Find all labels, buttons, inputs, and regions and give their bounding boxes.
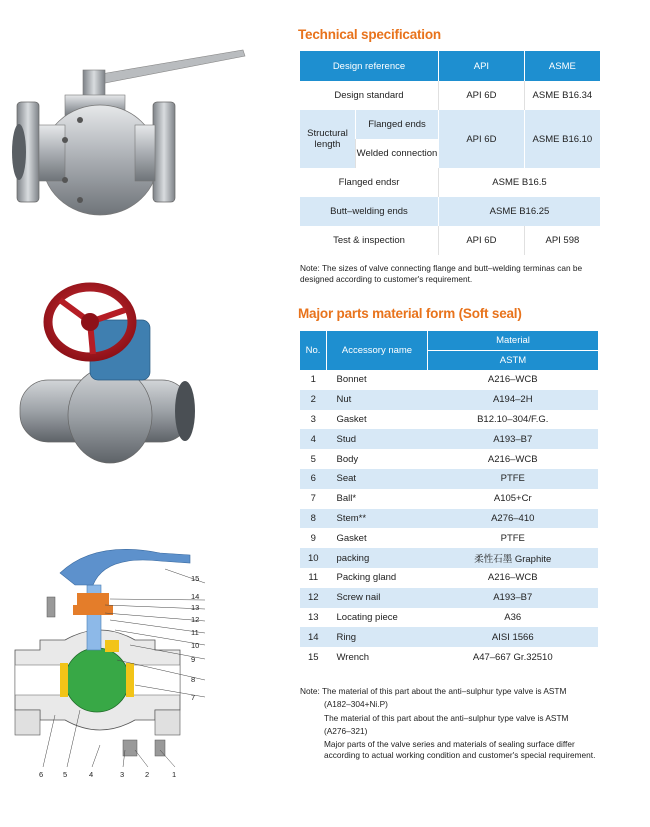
material-row-astm: 柔性石墨 Graphite: [428, 548, 599, 568]
spec-label: Test & inspection: [333, 235, 405, 246]
material-row-no: 11: [308, 572, 319, 584]
spec-table: [300, 51, 600, 255]
material-row-name: Packing gland: [336, 572, 397, 584]
material-header-material: Material: [428, 331, 599, 351]
material-note-3: Major parts of the valve series and materials of sealing surface differ according to actual working condition and customer's special requirement.: [324, 739, 596, 761]
material-rows: [300, 370, 598, 667]
material-note-1b: (A182–304+Ni.P): [324, 699, 388, 710]
spec-label: Flanged endsr: [338, 177, 400, 188]
spec-asme-value: ASME B16.34: [524, 81, 600, 110]
callout-3: 3: [120, 770, 125, 779]
material-row-name: Wrench: [336, 651, 370, 663]
spec-label: Structural length: [300, 110, 356, 168]
material-row-astm: PTFE: [428, 469, 599, 489]
gear-operated-ball-valve-image: [15, 280, 205, 490]
material-row-astm: A36: [504, 611, 522, 623]
material-row-name: Screw nail: [327, 588, 428, 608]
material-row: [300, 509, 598, 529]
material-row: [300, 410, 598, 430]
material-row-no: 10: [300, 548, 327, 568]
material-row-astm: PTFE: [500, 532, 525, 544]
spec-asme-value: ASME B16.10: [524, 110, 600, 168]
spec-note: Note: The sizes of valve connecting flange and butt–welding terminas can be designed according to customer's requirement.: [300, 263, 583, 285]
material-row: [300, 429, 598, 449]
spec-row-flanged-endsr: [300, 168, 600, 197]
spec-header-asme: ASME: [524, 51, 600, 81]
callout-13: 13: [191, 603, 200, 612]
material-row-name: Body: [336, 453, 359, 465]
material-row-name: Gasket: [336, 413, 367, 425]
callout-10: 10: [191, 641, 200, 650]
material-row-name: Seat: [327, 469, 428, 489]
material-row-no: 1: [310, 374, 316, 386]
material-row-no: 5: [310, 453, 316, 465]
material-table: [300, 331, 598, 667]
material-row: [300, 548, 598, 568]
spec-label: Butt–welding ends: [300, 197, 439, 226]
spec-api-value: API 6D: [439, 81, 525, 110]
material-row-astm: A105+Cr: [493, 493, 532, 505]
material-row: [300, 528, 598, 548]
spec-merged-value: ASME B16.5: [439, 168, 601, 197]
spec-header-design-reference: Design reference: [300, 51, 439, 81]
material-header-name: Accessory name: [327, 331, 428, 370]
material-row-astm: A47–667 Gr.32510: [472, 651, 553, 663]
material-row: [300, 370, 598, 390]
material-row-astm: A216–WCB: [487, 572, 538, 584]
material-header-astm: ASTM: [428, 351, 599, 371]
callout-11: 11: [191, 628, 199, 637]
material-row-name: Ring: [327, 627, 428, 647]
material-row: [300, 588, 598, 608]
valve-sectional-drawing: [5, 545, 210, 785]
material-row-name: Gasket: [336, 532, 367, 544]
spec-sublabel-welded: Welded connection: [356, 139, 439, 168]
spec-header-api: API: [439, 51, 525, 81]
illustrations-column: [0, 0, 290, 827]
material-row-no: 4: [300, 429, 327, 449]
material-row-name: Stud: [327, 429, 428, 449]
spec-row-structural-length: [300, 110, 600, 168]
material-row-name: Bonnet: [336, 374, 367, 386]
material-note-2a: The material of this part about the anti–sulphur type valve is ASTM: [324, 712, 569, 723]
material-row-name: Nut: [327, 390, 428, 410]
spec-row-butt-welding: [300, 197, 600, 226]
spec-row-design-standard: [300, 81, 600, 110]
spec-section-title: Technical specification: [298, 27, 441, 42]
material-row-astm: A276–410: [428, 509, 599, 529]
material-notes: [300, 686, 610, 762]
material-row-astm: A216–WCB: [487, 453, 538, 465]
spec-asme-value: API 598: [524, 226, 600, 255]
material-row-name: Stem**: [327, 509, 428, 529]
material-row-name: Locating piece: [336, 611, 398, 623]
material-row-no: 15: [307, 651, 319, 663]
spec-api-value: API 6D: [439, 110, 525, 168]
material-row-no: 6: [300, 469, 327, 489]
spec-row-test-inspection: [300, 226, 600, 255]
callout-7: 7: [191, 693, 196, 702]
callout-12: 12: [191, 615, 200, 624]
material-row-no: 12: [300, 588, 327, 608]
material-row: [300, 390, 598, 410]
material-row: [300, 449, 598, 469]
material-row-no: 13: [307, 611, 319, 623]
callout-5: 5: [63, 770, 68, 779]
material-row-astm: B12.10–304/F.G.: [477, 413, 549, 425]
material-row-name: packing: [327, 548, 428, 568]
callout-2: 2: [145, 770, 150, 779]
callout-14: 14: [191, 592, 200, 601]
callout-9: 9: [191, 655, 196, 664]
material-row-no: 9: [310, 532, 316, 544]
material-row-no: 3: [310, 413, 316, 425]
material-row: [300, 627, 598, 647]
spec-sublabel-flanged: Flanged ends: [356, 110, 439, 139]
material-note-2b: (A276–321): [324, 725, 368, 736]
material-row-no: 8: [300, 509, 327, 529]
material-header-no: No.: [300, 331, 327, 370]
material-row-astm: A216–WCB: [487, 374, 538, 386]
material-row-no: 7: [310, 493, 316, 505]
spec-label: Design standard: [334, 90, 404, 101]
material-header-row: [300, 331, 598, 351]
spec-api-value: API 6D: [439, 226, 525, 255]
material-row: [300, 469, 598, 489]
callout-4: 4: [89, 770, 94, 779]
material-row-astm: A193–B7: [428, 588, 599, 608]
material-row-name: Ball*: [336, 493, 357, 505]
spec-merged-value: ASME B16.25: [439, 197, 601, 226]
flanged-ball-valve-image: [5, 40, 250, 230]
material-row: [300, 608, 598, 628]
material-note-1a: Note: The material of this part about the anti–sulphur type valve is ASTM: [300, 686, 567, 696]
material-row-astm: AISI 1566: [428, 627, 599, 647]
material-row: [300, 568, 598, 588]
callout-8: 8: [191, 675, 196, 684]
spec-header-row: [300, 51, 600, 81]
material-row: [300, 489, 598, 509]
material-row-no: 2: [300, 390, 327, 410]
callout-6: 6: [39, 770, 44, 779]
material-row-no: 14: [300, 627, 327, 647]
material-row-astm: A194–2H: [428, 390, 599, 410]
callout-15: 15: [191, 574, 200, 583]
material-row: [300, 647, 598, 667]
material-section-title: Major parts material form (Soft seal): [298, 306, 522, 321]
callout-1: 1: [172, 770, 177, 779]
material-row-astm: A193–B7: [428, 429, 599, 449]
